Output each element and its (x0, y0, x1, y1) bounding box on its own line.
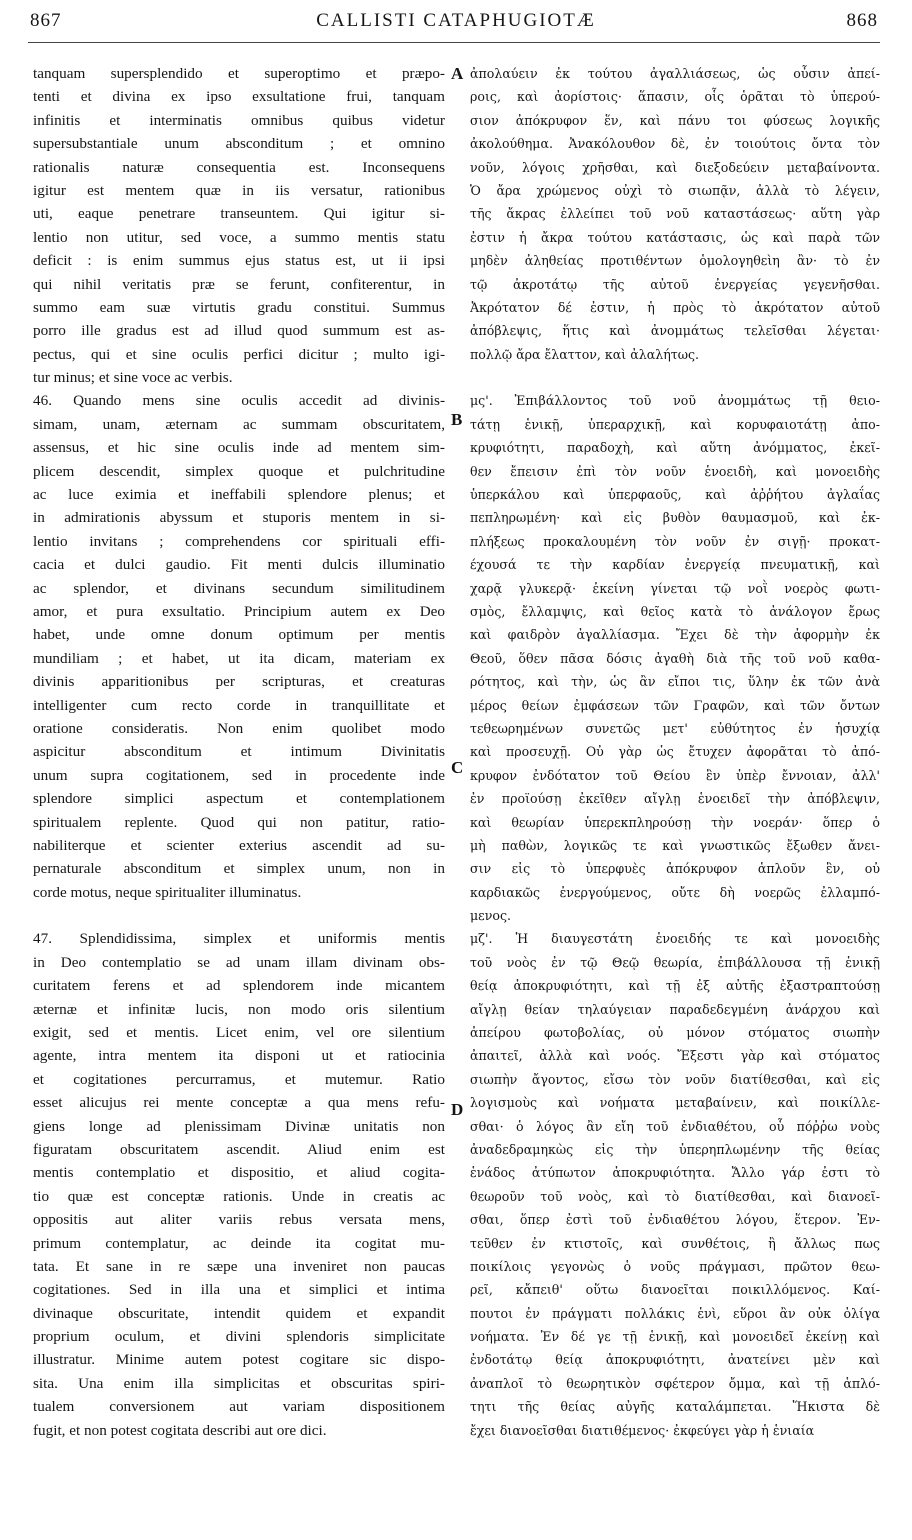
greek-text-line: τητι τῆς θείας αὐγῆς καταλάμπεται. Ἥκιστα δὲ (470, 1399, 880, 1415)
greek-text-line: Ἀκρότατον δέ ἐστιν, ἡ πρὸς τὸ ἀκρότατον αὐτοῦ (470, 299, 880, 315)
latin-text-line: divinaque obscuritate, intendit quidem et expandit (33, 1304, 445, 1322)
greek-text-line: καρδιακῶς ἐνεργούμενος, οὔτε δὴ νοερῶς ἐλλαμπό- (470, 884, 880, 900)
greek-text-line: ἀκολούθημα. Ἀνακόλουθον δὲ, ἐν τοιούτοις ὄντα τὸν (470, 136, 880, 152)
latin-text-line: plicem descendit, simplex quoque et pulchritudine (33, 462, 445, 480)
section-marker-d: D (451, 1100, 464, 1119)
latin-text-line: tur minus; et sine voce ac verbis. (33, 369, 233, 387)
greek-text-line: ἐστιν ἡ ἄκρα τούτου κατάστασις, ὡς καὶ παρὰ τῶν (470, 229, 880, 245)
latin-text-line: cogitationes. Sed in illa una et simplici et intima (33, 1281, 445, 1299)
greek-text-line: αἴγλῃ θείαν τηλαύγειαν παραδεδεγμένη ἀνάρχου καὶ (470, 1001, 880, 1017)
latin-text-line: summo eam suæ virtutis gradu constitui. Summus (33, 298, 445, 316)
greek-text-line: ἀπολαύειν ἐκ τούτου ἀγαλλιάσεως, ὡς οὖσιν ἀπεί- (470, 66, 880, 81)
latin-text-line: oratione consideratis. Non enim quolibet modo (33, 719, 445, 737)
greek-text-line: σιον ἀπόκρυφον ἕν, καὶ πάνυ τοι φύσεως λογικῆς (470, 112, 880, 128)
greek-text-line: πουτοι ἐν πράγματι πολλάκις ἑνὶ, εὕροι ἂν οὐκ ὀλίγα (470, 1305, 880, 1321)
latin-text-line: illustratur. Minime autem potest cogitare sic dispo- (33, 1351, 445, 1369)
greek-text-line: σιωπὴν ἄγοντος, εἴσω τὸν νοῦν διατίθεσθαι, καὶ εἰς (470, 1071, 880, 1087)
greek-text-line: καὶ προσευχῇ. Οὐ γὰρ ὡς ἔτυχεν ἀφορᾶται τὸ ἀπό- (470, 744, 880, 760)
latin-text-line: amor, et pura exsultatio. Principium autem ex Deo (33, 602, 445, 620)
greek-text-line: σθαι, ὅπερ ἐστὶ τοῦ ἐνδιαθέτου λόγου, ἕτερον. Ἐν- (470, 1212, 880, 1228)
latin-text-line: unum supra cogitationem, sed in procedente inde (33, 766, 445, 784)
paragraph-gap (470, 366, 880, 389)
greek-text-line: μζ'. Ἡ διαυγεστάτη ἑνοειδής τε καὶ μονοειδὴς (470, 931, 880, 947)
latin-text-line: cacia et dulci gaudio. Fit menti dulcis illuminatio (33, 556, 445, 574)
section-marker-a: A (451, 64, 464, 83)
greek-text-line: ἑνάδος ἀτύπωτον ἀποκρυφιότητα. Ἄλλο γάρ ἐστι τὸ (470, 1165, 880, 1181)
latin-text-line: sita. Una enim illa simplicitas et obscuritas spiri- (33, 1374, 445, 1392)
paragraph-gap (33, 904, 445, 927)
greek-text-line: κρυφιότητι, παραδοχὴ, καὶ αὕτη ἀνόμματος, ἐκεῖ- (470, 440, 880, 456)
greek-text-line: καὶ φαιδρὸν ἀγαλλίασμα. Ἔχει δὲ τὴν ἀφορμὴν ἐκ (470, 627, 880, 643)
greek-text-line: σθαι· ὁ λόγος ἂν εἴη τοῦ ἐνδιαθέτου, οὗ πόῤῥω νοὺς (470, 1118, 880, 1134)
latin-text-line: tualem conversionem aut variam dispositionem (33, 1398, 445, 1416)
latin-text-line: deficit : is enim summus ejus status est, ut ii ipsi (33, 252, 445, 270)
greek-text-line: ἀναπλοῖ τὸ θεωρητικὸν σφέτερον ὄμμα, καὶ τῇ ἁπλό- (470, 1375, 880, 1391)
latin-column (33, 62, 445, 1442)
greek-text-line: ἀναδεδραμηκὼς εἰς τὴν ὑπερηπλωμένην τῆς θείας (470, 1141, 880, 1157)
header-rule (28, 42, 880, 43)
latin-text-line: tio quæ est conceptæ rationis. Unde in creatis ac (33, 1187, 445, 1205)
latin-text-line: corde motus, neque spiritualiter illuminatus. (33, 883, 302, 901)
latin-text-line: giens longe ad plenissimam Divinæ unitatis non (33, 1117, 445, 1135)
latin-text-line: primum contemplatur, ac deinde ita cogitat mu- (33, 1234, 445, 1252)
section-marker-b: B (451, 410, 463, 429)
latin-text-line: in admirationis abyssum et stuporis mentem in si- (33, 509, 445, 527)
greek-text-line: ποικίλοις γεγονὼς ὁ νοῦς πράγμασι, πρῶτον θεω- (470, 1258, 880, 1274)
greek-text-line: μὴ παθὼν, λογικῶς τε καὶ γνωστικῶς ἔξωθεν ἄνει- (470, 837, 880, 853)
greek-column (470, 62, 880, 1442)
latin-text-line: æternæ et infinitæ lucis, non modo oris silentium (33, 1000, 445, 1018)
latin-text-line: rationalis naturæ consequentia est. Inconsequens (33, 158, 445, 176)
greek-text-line: ὑπερκάλου καὶ ὑπερφαοῦς, καὶ ἀῤῥήτου ἀγλαΐας (470, 487, 880, 503)
greek-text-line: τεθεωρημένων συνετῶς μετ' εὐθύτητος ἐν ἡσυχίᾳ (470, 720, 880, 736)
latin-text-line: tenti et divina ex ipso exsultatione frui, tanquam (33, 88, 445, 106)
latin-text-line: lentio invitans ; comprehendens cor spirituali effi- (33, 532, 445, 550)
greek-text-line: τοῦ νοὸς ἐν τῷ Θεῷ θεωρία, ἐπιβάλλουσα τῇ ἑνικῇ (470, 954, 880, 970)
latin-text-line: nabiliterque et scienter exterius ascendit ad su- (33, 836, 445, 854)
latin-text-line: in Deo contemplatio se ad unam illam divinam obs- (33, 953, 445, 971)
greek-text-line: τῷ ἀκροτάτῳ τῆς αὐτοῦ ἐνεργείας γεγενῆσθαι. (470, 276, 880, 292)
greek-text-line: μς'. Ἐπιβάλλοντος τοῦ νοῦ ἀνομμάτως τῇ θειο- (470, 393, 880, 409)
latin-text-line: mundiliam ; et habet, ut ita dicam, materiam ex (33, 649, 445, 667)
greek-text-line: ἀπαιτεῖ, ἀλλὰ καὶ νοός. Ἔξεστι γὰρ καὶ στόματος (470, 1048, 880, 1064)
latin-text-line: uti, eaque penetrare transeuntem. Qui igitur si- (33, 205, 445, 223)
greek-text-line: έχουσά τε τὴν καρδίαν ἐνεργείᾳ πνευματικῇ, καὶ (470, 557, 880, 573)
greek-text-line: ρότητος, καὶ τὴν, ὡς ἂν εἴποι τις, ὕλην ἐκ τῶν ἀνὰ (470, 674, 880, 690)
greek-text-line: θεν ἔπεισιν ἐπὶ τὸν νοῦν ἑνοειδὴ, καὶ μονοειδὴς (470, 463, 880, 479)
latin-text-line: qui nihil veritatis præ se ferunt, confiterentur, in (33, 275, 445, 293)
latin-text-line: supersubstantiale unum absconditum ; et omnino (33, 135, 445, 153)
greek-text-line: πεπληρωμένη· καὶ εἰς βυθὸν θαυμασμοῦ, καὶ ἐκ- (470, 510, 880, 526)
latin-text-line: oppositis aut aliter variis rebus versata mens, (33, 1211, 445, 1229)
greek-text-line: ἀπείρου φωτοβολίας, οὐ μόνον στόματος σιωπὴν (470, 1025, 880, 1041)
latin-text-line: 46. Quando mens sine oculis accedit ad divinis- (33, 392, 445, 410)
latin-text-line: esset alicujus rei mente conceptæ a qua mens refu- (33, 1094, 445, 1112)
greek-text-line: θεωροῦν τοῦ νοὸς, καὶ τὸ διατίθεσθαι, καὶ διανοεῖ- (470, 1188, 880, 1204)
greek-text-line: ἐν προϊούσῃ ἐκεῖθεν αἴγλῃ ἑνοειδεῖ τὴν ἀπόβλεψιν, (470, 791, 880, 807)
greek-text-line: καὶ θεωρίαν ὑπερεκπληρούσῃ τὴν νοεράν· ὅπερ ὁ (470, 814, 880, 830)
latin-text-line: lentio non utitur, sed voce, a summo mentis statu (33, 228, 445, 246)
greek-text-line: πολλῷ ἄρα ἔλαττον, καὶ ἀλαλήτως. (470, 346, 700, 362)
section-marker-c: C (451, 758, 464, 777)
latin-text-line: ac splendor, et divinans secundum similitudinem (33, 579, 445, 597)
greek-text-line: ροις, καὶ ἀορίστοις· ἅπασιν, οἷς ὁρᾶται τὸ ὑπερού- (470, 89, 880, 105)
running-header (0, 10, 912, 46)
latin-text-line: fugit, et non potest cogitata describi aut ore dici. (33, 1421, 327, 1439)
latin-text-line: figuratam obscuritatem ascendit. Aliud enim est (33, 1140, 445, 1158)
latin-text-line: simam, unam, æternam ac summam obscuritatem, (33, 415, 445, 433)
latin-text-line: mentis contemplatio et dispositio, et aliud cogita- (33, 1164, 445, 1182)
latin-text-line: proprium oculum, et divini splendoris simplicitate (33, 1328, 445, 1346)
latin-text-line: ac luce eximia et ineffabili splendore plenus; et (33, 486, 445, 504)
greek-text-line: Θεοῦ, ὅθεν πᾶσα δόσις ἀγαθὴ διὰ τῆς τοῦ νοῦ καθα- (470, 650, 880, 666)
latin-text-line: divinis apparitionibus per scripturas, et creaturas (33, 673, 445, 691)
greek-text-line: μέρος θείων ἐμφάσεων τῶν Γραφῶν, καὶ τῶν ὄντων (470, 697, 880, 713)
greek-text-line: σμὸς, ἔλλαμψις, καὶ θεῖος κατὰ τὸ ἀνάλογον ἔρως (470, 603, 880, 619)
latin-text-line: intelligenter cum recto corde in tranquillitate et (33, 696, 445, 714)
greek-text-line: Ὁ ἄρα χρώμενος οὐχὶ τὸ σιωπᾷν, ἀλλὰ τὸ λέγειν, (470, 182, 880, 198)
greek-text-line: ἀπόβλεψις, ἥτις καὶ ἀνομμάτως τελεῖσθαι λέγεται· (470, 323, 880, 339)
latin-text-line: 47. Splendidissima, simplex et uniformis mentis (33, 930, 445, 948)
latin-text-line: infinitis et interminatis omnibus quibus videtur (33, 111, 445, 129)
latin-text-line: tanquam supersplendido et superoptimo et præpo- (33, 65, 445, 82)
greek-text-line: θείᾳ ἀποκρυφιότητι, καὶ τῇ ἐξ αὐτῆς ἐξαστραπτούσῃ (470, 978, 880, 994)
greek-text-line: τάτῃ ἑνικῇ, ὑπεραρχικῇ, καὶ κορυφαιοτάτῃ ἀπο- (470, 416, 880, 432)
latin-text-line: exigit, sed et mentis. Licet enim, vel ore silentium (33, 1024, 445, 1042)
greek-text-line: πλήξεως προκαλουμένη τὸν νοῦν ἐν σιγῇ· προκατ- (470, 533, 880, 549)
latin-text-line: splendore simplici aspectum et contemplationem (33, 790, 445, 808)
latin-text-line: pernaturale absconditum et simplex unum, non in (33, 860, 445, 878)
latin-text-line: assensus, et hic sine oculis inde ad mentem sim- (33, 439, 445, 457)
latin-text-line: porro ille gradus est ad illud quod summum est as- (33, 322, 445, 340)
latin-text-line: habet, unde omne donum optimum per mentis (33, 626, 445, 644)
greek-text-line: μηδὲν ἀληθείας προτιθέντων ὁμολογηθεὶη ἂν· τὸ ἐν (470, 253, 880, 269)
greek-text-line: μενος. (470, 908, 512, 924)
running-title: CALLISTI CATAPHUGIOTÆ (316, 10, 596, 31)
greek-text-line: ἔχει διανοεῖσθαι διατιθέμενος· ἐκφεύγει γὰρ ἡ ἑνιαία (470, 1422, 815, 1438)
latin-text-line: tata. Et sane in re sæpe una inveniret non paucas (33, 1257, 445, 1275)
latin-text-line: spiritualem replente. Quod qui non patitur, ratio- (33, 813, 445, 831)
latin-text-line: curitatem ferens et ad splendorem inde micantem (33, 977, 445, 995)
latin-text-line: pectus, qui et sine oculis perfici dicitur ; multo igi- (33, 345, 445, 363)
latin-text-line: aspicitur absconditum et intimum Divinitatis (33, 743, 445, 761)
left-page-number: 867 (30, 10, 62, 31)
greek-text-line: τῆς ἄκρας ἐλλείπει τοῦ νοῦ καταστάσεως· αὕτη γὰρ (470, 206, 880, 222)
greek-text-line: ἐνδοτάτῳ θείᾳ ἀποκρυφιότητι, ἀνατείνει μὲν καὶ (470, 1352, 880, 1368)
greek-text-line: νοῦν, λόγοις χρῆσθαι, καὶ διεξοδεύειν μεταβαίνοντα. (470, 159, 880, 175)
right-page-number: 868 (846, 10, 878, 31)
greek-text-line: χαρᾷ γλυκερᾷ· ἐκείνη γίνεται τῷ νοῒ νοερὸς φωτι- (470, 580, 880, 596)
greek-text-line: ρεῖ, κἄπειθ' οὕτω διανοεῖται ποικιλλόμενος. Καί- (470, 1282, 880, 1298)
latin-text-line: igitur est mentem quæ in iis versatur, rationibus (33, 181, 445, 199)
greek-text-line: λογισμοὺς καὶ νοήματα μεταβαίνειν, καὶ ποικίλλε- (470, 1095, 880, 1111)
latin-text-line: agente, intra mentem ita disponi ut et ratiocinia (33, 1047, 445, 1065)
greek-text-line: σιν εἰς τὸ ὑπερφυὲς ἀπόκρυφον ἁπλοῦν ἓν, οὐ (470, 861, 880, 877)
greek-text-line: νοήματα. Ἐν δέ γε τῇ ἑνικῇ, καὶ μονοειδεῖ ἐκείνῃ καὶ (470, 1329, 880, 1345)
greek-text-line: τεῦθεν ἐν κτιστοῖς, καὶ συνθέτοις, ἢ ἄλλως πως (470, 1235, 880, 1251)
latin-text-line: et cogitationes percurramus, et mutemur. Ratio (33, 1070, 445, 1088)
greek-text-line: κρυφον ἐνδότατον τοῦ Θείου ἓν ὑπὲρ ἔννοιαν, ἀλλ' (470, 767, 880, 783)
